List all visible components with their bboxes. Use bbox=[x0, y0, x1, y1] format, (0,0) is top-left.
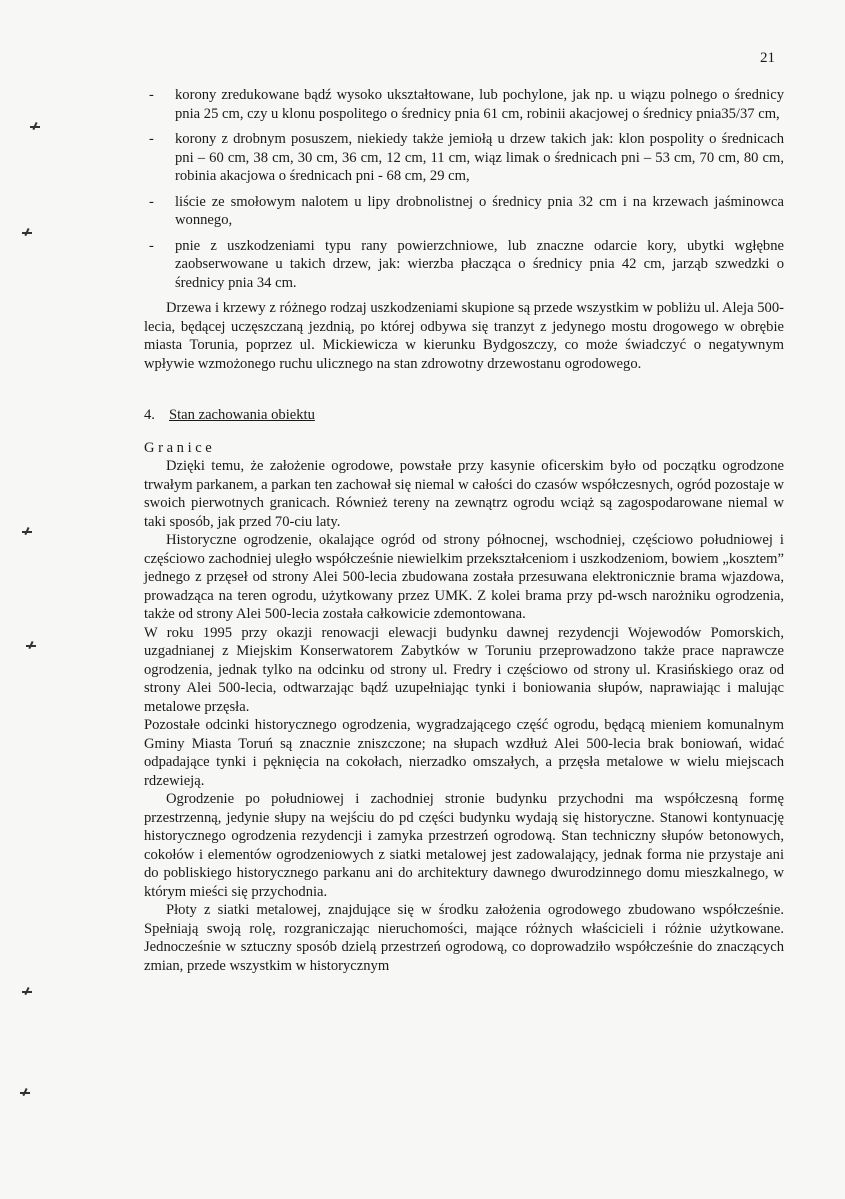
section-heading bbox=[144, 406, 784, 425]
document-body bbox=[144, 86, 784, 975]
paragraph: Historyczne ogrodzenie, okalające ogród od strony północnej, wschodniej, częściowo południowej i częściowo zachodniej uległo współcześnie niewielkim przekształceniom i uszkodzeniom, bowiem „kosztem” jednego z przęseł od strony Alei 500-lecia zbudowana została przesuwana elektronicznie brama wjazdowa, prowadząca na teren ogrodu, użytkowany przez UMK. Z kolei brama przy pd-wsch narożniku ogrodzenia, także od strony Alei 500-lecia została całkowicie zdemontowana. bbox=[144, 532, 784, 622]
list-item bbox=[144, 193, 784, 230]
margin-mark bbox=[22, 527, 32, 537]
list-item-text: korony zredukowane bądź wysoko ukształtowane, lub pochylone, jak np. u wiązu polnego o średnicy pnia 25 cm, czy u klonu pospolitego o średnicy pnia 61 cm, robinii akacjowej o średnicy pnia35/37 cm, bbox=[175, 87, 784, 122]
section-title: Stan zachowania obiektu bbox=[169, 407, 315, 423]
margin-mark bbox=[26, 641, 36, 651]
paragraph: Ogrodzenie po południowej i zachodniej stronie budynku przychodni ma współczesną formę przestrzenną, jedynie słupy na wejściu do pd części budynku wydają się historyczne. Stanowi kontynuację historycznego ogrodzenia rezydencji i zamyka przestrzeń ogrodową. Stan techniczny słupów betonowych, cokołów i elementów ogrodzeniowych z siatki metalowej jest zadowalający, jednak forma nie przystaje ani do pobliskiego historycznego parkanu ani do architektury dawnego dwurodzinnego domu mieszkalnego, w którym mieści się przychodnia. bbox=[144, 791, 784, 900]
paragraph: Pozostałe odcinki historycznego ogrodzenia, wygradzającego część ogrodu, będącą mieniem komunalnym Gminy Miasta Toruń są znacznie zniszczone; na słupach wzdłuż Alei 500-lecia brak boniowań, widać odpadające tynki i pęknięcia na cokołach, nierzadko omszałych, a przęsła metalowe w wielu miejscach rdzewieją. bbox=[144, 717, 784, 789]
section-number: 4. bbox=[144, 407, 155, 423]
bullet-dash: - bbox=[149, 237, 154, 254]
bullet-dash: - bbox=[149, 87, 154, 103]
page-number: 21 bbox=[760, 50, 775, 66]
margin-mark bbox=[20, 1088, 30, 1098]
paragraph: Płoty z siatki metalowej, znajdujące się w środku założenia ogrodowego zbudowano współcześnie. Spełniają swoją rolę, rozgraniczając nieruchomości, mające różnych właścicieli i różnie użytkowane. Jednocześnie w sztuczny sposób dzielą przestrzeń ogrodową, co doprowadziło współcześnie do znaczących zmian, przede wszystkim w historycznym bbox=[144, 902, 784, 974]
bullet-dash: - bbox=[149, 193, 154, 210]
list-item-text: pnie z uszkodzeniami typu rany powierzchniowe, lub znaczne odarcie kory, ubytki wgłębne zaobserwowane u takich drzew, jak: wierzba płacząca o średnicy pnia 42 cm, jarząb szwedzki o średnicy pnia 34 cm. bbox=[175, 237, 784, 291]
margin-mark bbox=[22, 987, 32, 997]
margin-mark bbox=[30, 122, 40, 132]
paragraph: W roku 1995 przy okazji renowacji elewacji budynku dawnej rezydencji Wojewodów Pomorskich, uzgadnianej z Miejskim Konserwatorem Zabytków w Toruniu przeprowadzono także prace naprawcze ogrodzenia, jednak tylko na odcinku od strony ul. Fredry i częściowo od strony ul. Krasińskiego oraz od strony Alei 500-lecia, odtwarzając bądź uzupełniając tynki i boniowania słupów, naprawiając i malując metalowe przęsła. bbox=[144, 624, 784, 715]
list-item bbox=[144, 237, 784, 293]
bullet-dash: - bbox=[149, 131, 154, 147]
paragraph-damage-summary: Drzewa i krzewy z różnego rodzaj uszkodzeniami skupione są przede wszystkim w pobliżu ul. Aleja 500-lecia, będącej uczęszczaną jezdnią, po której odbywa się tranzyt z jedynego mostu drogowego w obrębie miasta Torunia, poprzez ul. Mickiewicza w kierunku Bydgoszczy, co może świadczyć o negatywnym wpływie wzmożonego ruchu ulicznego na stan zdrowotny drzewostanu ogrodowego. bbox=[144, 300, 784, 372]
list-item-text: liście ze smołowym nalotem u lipy drobnolistnej o średnicy pnia 32 cm i na krzewach jaśminowca wonnego, bbox=[175, 193, 784, 228]
list-item-text: korony z drobnym posuszem, niekiedy także jemiołą u drzew takich jak: klon pospolity o średnicach pni – 60 cm, 38 cm, 30 cm, 36 cm, 12 cm, 11 cm, wiąz limak o średnicach pni – 53 cm, 70 cm, 80 cm, robinia akacjowa o średnicach pni - 68 cm, 29 cm, bbox=[175, 131, 784, 184]
margin-mark bbox=[22, 228, 32, 238]
subheading-granice: Granice bbox=[144, 439, 216, 456]
list-item bbox=[144, 130, 784, 186]
list-item bbox=[144, 86, 784, 123]
paragraph: Dzięki temu, że założenie ogrodowe, powstałe przy kasynie oficerskim było od początku ogrodzone trwałym parkanem, a parkan ten zachował się niemal w całości do czasów współczesnych, ogród pozostaje w swoich pierwotnych granicach. Również tereny na zewnątrz ogrodu wciąż są zagospodarowane niemal w taki sposób, jak przed 70-ciu laty. bbox=[144, 458, 784, 530]
damage-list bbox=[144, 86, 784, 292]
